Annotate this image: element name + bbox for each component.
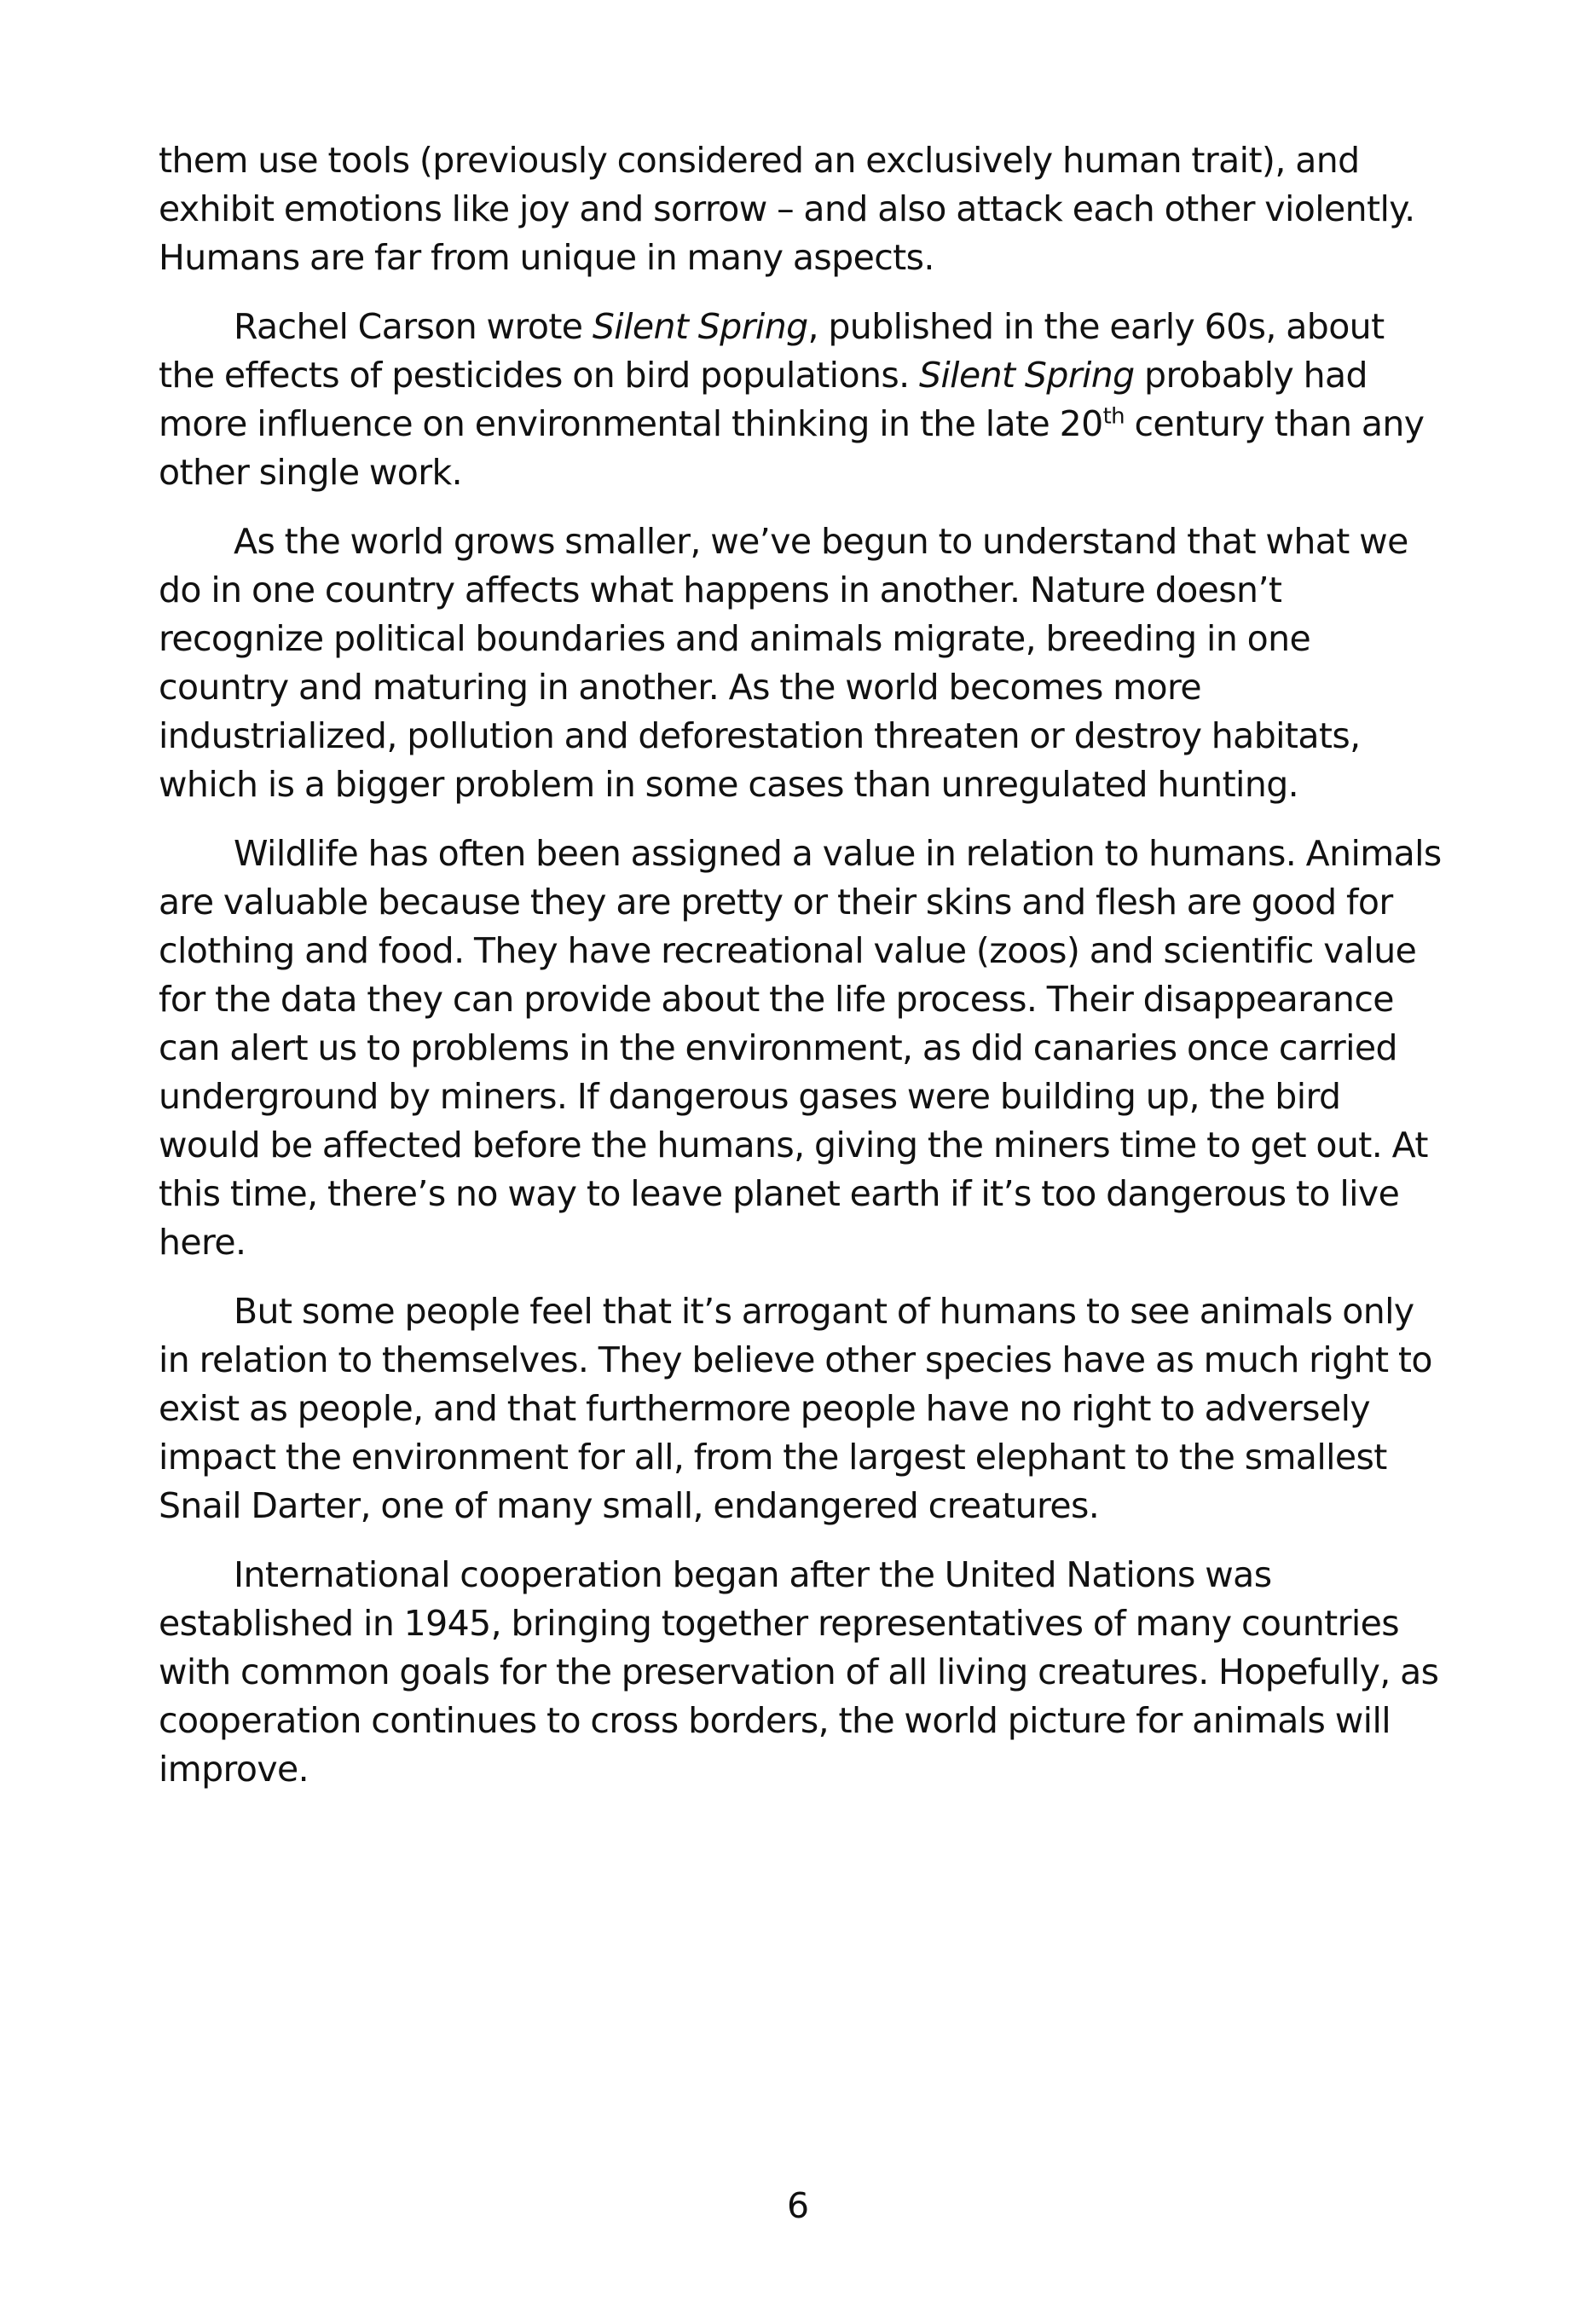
paragraph [159,1287,1446,1530]
paragraph [159,830,1446,1267]
book-title: Silent Spring [592,306,808,347]
paragraph [159,1551,1446,1794]
paragraph-text: As the world grows smaller, we’ve begun to understand that what we do in one country affects what happens in another. Nature doesn’t recognize political boundaries and animals migrate, breeding in one country and maturing in another. As the world becomes more industrialized, pollution and deforestation threaten or destroy habitats, which is a bigger problem in some cases than unregulated hunting. [159,521,1408,805]
paragraph-text: century than any other single work. [159,403,1425,493]
paragraph-text: Wildlife has often been assigned a value in relation to humans. Animals are valuable because they are pretty or their skins and flesh are good for clothing and food. They have recreational value (zoos) and scientific value for the data they can provide about the life process. Their disappearance can alert us to problems in the environment, as did canaries once carried underground by miners. If dangerous gases were building up, the bird would be affected before the humans, giving the miners time to get out. At this time, there’s no way to leave planet earth if it’s too dangerous to live here. [159,833,1442,1263]
paragraph-text: probably had more influence on environmental thinking in the late 20 [159,355,1368,444]
paragraph [159,136,1446,282]
paragraph [159,303,1446,497]
page-number: 6 [786,2185,810,2226]
paragraph-text: Rachel Carson wrote [234,306,593,347]
paragraph-text: International cooperation began after the United Nations was established in 1945, bringing together representatives of many countries with common goals for the preservation of all living creatures. Hopefully, as cooperation continues to cross borders, the world picture for animals will improve. [159,1554,1439,1790]
paragraph [159,518,1446,809]
ordinal-superscript: th [1102,403,1125,430]
paragraph-text: them use tools (previously considered an exclusively human trait), and exhibit emotions like joy and sorrow – and also attack each other violently. Humans are far from unique in many aspects. [159,140,1415,278]
paragraph-text: But some people feel that it’s arrogant of humans to see animals only in relation to themselves. They believe other species have as much right to exist as people, and that furthermore people have no right to adversely impact the environment for all, from the largest elephant to the smallest Snail Darter, one of many small, endangered creatures. [159,1291,1432,1526]
page-body [159,136,1446,1814]
book-title: Silent Spring [918,355,1135,396]
paragraph-text: , published in the early 60s, about the effects of pesticides on bird populations. [159,306,1385,396]
